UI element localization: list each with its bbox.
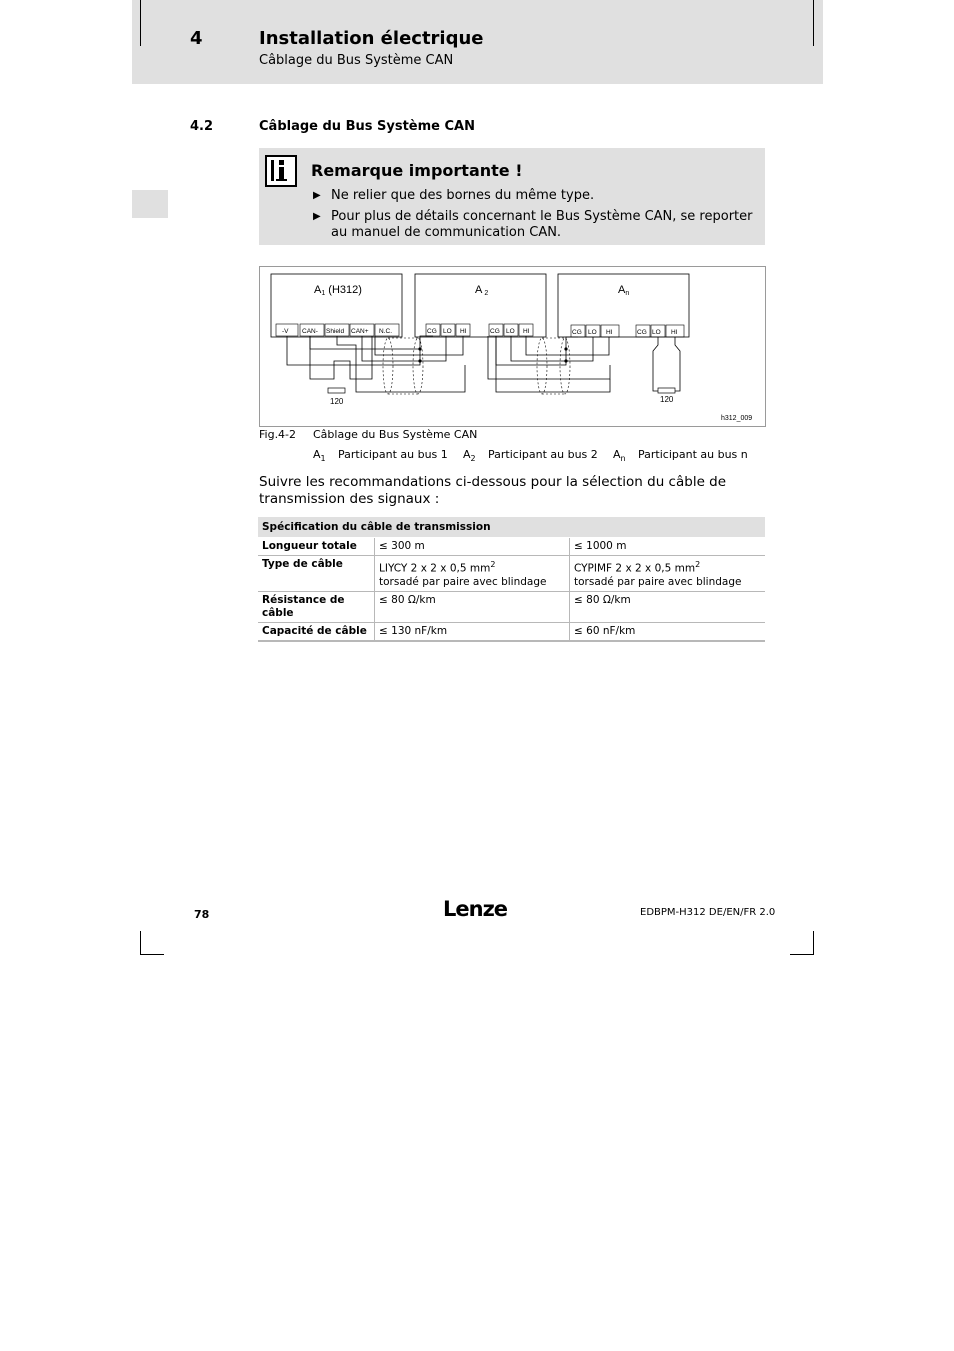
caption-number: Fig.4-2 <box>259 428 297 441</box>
cell-value: ≤ 80 Ω/km <box>375 591 570 622</box>
row-label: Résistance de câble <box>258 591 375 622</box>
side-tab <box>132 190 168 218</box>
figure-legend <box>259 448 759 464</box>
cell-value: ≤ 80 Ω/km <box>570 591 766 622</box>
cable-shield <box>383 338 570 394</box>
terminal-label: CG <box>572 329 582 336</box>
resistor-label: 120 <box>660 395 674 404</box>
legend-symbol: $A_n$ <box>613 448 626 464</box>
terminal-label: HI <box>606 329 613 336</box>
cell-value: LIYCY 2 x 2 x 0,5 $mm^2$ torsadé par paire avec blindage <box>375 556 570 592</box>
terminal-label: HI <box>671 329 678 336</box>
note-bullet <box>313 188 763 204</box>
page-number: 78 <box>194 908 210 921</box>
legend-symbol: $A_2$ <box>463 448 476 464</box>
chapter-title: Installation électrique <box>259 28 484 49</box>
device-label-a2: A 2 <box>475 284 489 297</box>
cell-value: ≤ 300 m <box>375 538 570 556</box>
terminal-label: HI <box>523 328 530 335</box>
crop-mark <box>813 931 814 955</box>
terminal-label: CG <box>490 328 500 335</box>
termination-resistor <box>328 388 345 393</box>
note-bullet <box>313 209 763 243</box>
cell-value: CYPIMF 2 x 2 x 0,5 $mm^2$ torsadé par paire avec blindage <box>570 556 766 592</box>
terminal-label: CAN- <box>302 328 318 335</box>
brand-logo: Lenze <box>443 897 508 921</box>
table-row <box>258 622 765 641</box>
table-row <box>258 591 765 622</box>
terminal-label: HI <box>460 328 467 335</box>
document-id: EDBPM-H312 DE/EN/FR 2.0 <box>640 907 776 918</box>
table-row <box>258 556 765 592</box>
figure-caption <box>259 428 759 444</box>
info-icon <box>265 155 297 187</box>
table-header: Spécification du câble de transmission <box>258 517 765 538</box>
chapter-number: 4 <box>190 28 203 49</box>
figure-ref-code: h312_009 <box>721 415 753 422</box>
terminal-label: CG <box>427 328 437 335</box>
termination-resistor <box>658 388 675 393</box>
legend-symbol: $A_1$ <box>313 448 326 464</box>
crop-mark <box>140 954 164 955</box>
cell-value: ≤ 60 nF/km <box>570 622 766 641</box>
legend-text: Participant au bus 2 <box>488 448 598 461</box>
body-paragraph: Suivre les recommandations ci-dessous pour la sélection du câble de transmission des signaux : <box>259 474 727 507</box>
legend-text: Participant au bus 1 <box>338 448 448 461</box>
cable-spec-table <box>258 517 765 642</box>
crop-mark <box>813 0 814 46</box>
terminal-label: LO <box>506 328 515 335</box>
terminal-label: LO <box>588 329 597 336</box>
terminal-label: Shield <box>326 328 345 335</box>
terminal-label: CG <box>637 329 647 336</box>
terminal-label: LO <box>443 328 452 335</box>
crop-mark <box>140 0 141 46</box>
cell-value: ≤ 130 nF/km <box>375 622 570 641</box>
row-label: Longueur totale <box>258 538 375 556</box>
wires <box>287 336 680 392</box>
table-row <box>258 538 765 556</box>
device-label-a1: A1 (H312) <box>314 284 362 297</box>
legend-text: Participant au bus n <box>638 448 748 461</box>
device-label-an: An <box>618 284 630 297</box>
caption-text: Câblage du Bus Système CAN <box>313 428 478 441</box>
crop-mark <box>790 954 814 955</box>
bullet-arrow-icon: ▶ <box>313 190 321 201</box>
terminal-label: CAN+ <box>351 328 369 335</box>
section-number: 4.2 <box>190 119 214 134</box>
note-bullet-text: Ne relier que des bornes du même type. <box>331 188 595 203</box>
bullet-arrow-icon: ▶ <box>313 211 321 222</box>
terminal-label: LO <box>652 329 661 336</box>
terminal-label: -V <box>282 328 289 335</box>
chapter-subtitle: Câblage du Bus Système CAN <box>259 53 454 68</box>
crop-mark <box>140 931 141 955</box>
terminal-label: N.C. <box>379 328 392 335</box>
row-label: Type de câble <box>258 556 375 592</box>
note-bullet-text: Pour plus de détails concernant le Bus Système CAN, se reporter au manuel de communication CAN. <box>331 209 753 240</box>
row-label: Capacité de câble <box>258 622 375 641</box>
cell-value: ≤ 1000 m <box>570 538 766 556</box>
resistor-label: 120 <box>330 397 344 406</box>
note-title: Remarque importante ! <box>311 161 523 180</box>
wiring-diagram <box>259 266 766 427</box>
section-title: Câblage du Bus Système CAN <box>259 119 475 134</box>
